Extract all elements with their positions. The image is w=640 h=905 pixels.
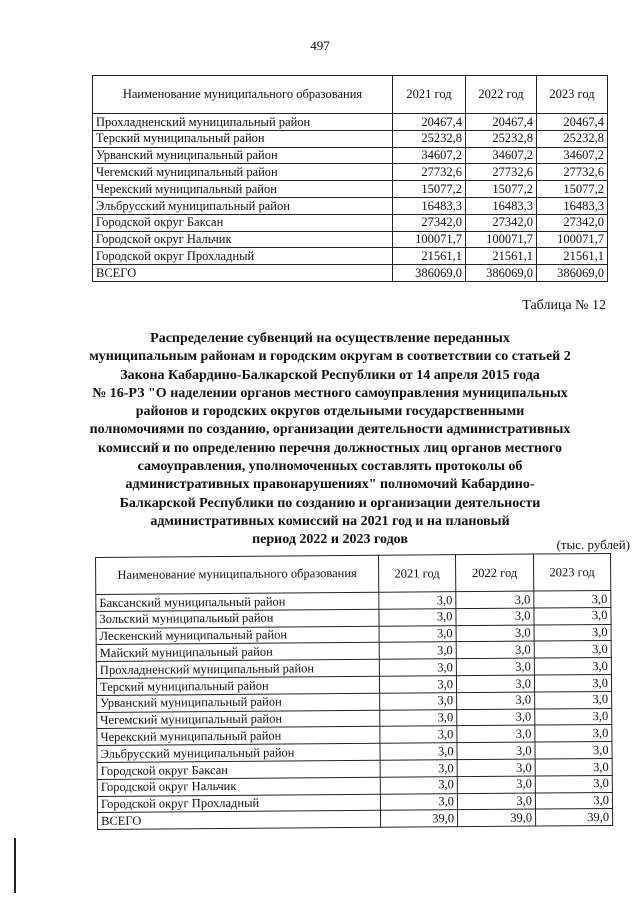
table-row bbox=[93, 147, 608, 164]
heading-line: полномочиями по созданию, организации деятельности административных bbox=[89, 422, 571, 438]
amount-cell-2023: 100071,7 bbox=[537, 231, 608, 248]
municipality-name-cell: Майский муниципальный район bbox=[96, 643, 379, 662]
amount-cell-2023: 3,0 bbox=[534, 624, 611, 641]
amount-cell-2021: 3,0 bbox=[380, 692, 457, 709]
municipality-name-cell: Терский муниципальный район bbox=[96, 676, 379, 695]
amount-cell-2023: 3,0 bbox=[534, 674, 611, 691]
table-body bbox=[96, 590, 613, 829]
municipality-name-cell: Городской округ Баксан bbox=[93, 214, 393, 231]
amount-cell-2023: 21561,1 bbox=[537, 248, 608, 265]
amount-cell-2022: 3,0 bbox=[456, 608, 534, 625]
municipality-name-cell: Прохладненский муниципальный район bbox=[96, 659, 379, 678]
amount-cell-2022: 3,0 bbox=[457, 742, 535, 759]
subvention-table bbox=[95, 553, 613, 830]
table-header-row bbox=[93, 76, 608, 114]
amount-cell-2021: 3,0 bbox=[380, 776, 457, 793]
amount-cell-2021: 3,0 bbox=[379, 608, 456, 625]
units-note: (тыс. рублей) bbox=[556, 537, 630, 552]
column-header-municipality: Наименование муниципального образования bbox=[93, 76, 393, 114]
amount-cell-2021: 3,0 bbox=[380, 709, 457, 726]
amount-cell-2021: 3,0 bbox=[380, 743, 457, 760]
heading-line: административных правонарушениях" полномочий Кабардино- bbox=[125, 477, 535, 493]
municipality-name-cell: Прохладненский муниципальный район bbox=[93, 114, 393, 131]
amount-cell-2022: 34607,2 bbox=[466, 147, 537, 164]
heading-line: комиссий и по определению перечня должностных лиц органов местного bbox=[97, 440, 562, 456]
amount-cell-2021: 3,0 bbox=[379, 659, 456, 676]
amount-cell-2022: 3,0 bbox=[457, 776, 535, 793]
table-row bbox=[93, 197, 608, 214]
amount-cell-2022: 25232,8 bbox=[466, 130, 537, 147]
municipality-name-cell: Городской округ Прохладный bbox=[97, 794, 380, 813]
amount-cell-2022: 27342,0 bbox=[466, 214, 537, 231]
amount-cell-2022: 27732,6 bbox=[466, 164, 537, 181]
amount-cell-2023: 3,0 bbox=[534, 607, 611, 624]
amount-cell-2023: 3,0 bbox=[534, 658, 611, 675]
table-row bbox=[93, 214, 608, 231]
amount-cell-2022: 3,0 bbox=[457, 692, 535, 709]
amount-cell-2023: 15077,2 bbox=[537, 181, 608, 198]
amount-cell-2022: 3,0 bbox=[457, 725, 535, 742]
amount-cell-2021: 15077,2 bbox=[393, 181, 466, 198]
amount-cell-2021: 3,0 bbox=[380, 726, 457, 743]
amount-cell-2021: 3,0 bbox=[380, 760, 457, 777]
total-row bbox=[93, 265, 608, 282]
table-number-label: Таблица № 12 bbox=[522, 298, 606, 313]
total-row bbox=[98, 809, 613, 830]
municipality-name-cell: ВСЕГО bbox=[93, 265, 393, 282]
column-header-2022: 2022 год bbox=[455, 554, 533, 592]
municipality-name-cell: ВСЕГО bbox=[98, 811, 381, 830]
heading-line: Распределение субвенций на осуществление переданных bbox=[150, 331, 510, 346]
amount-cell-2021: 39,0 bbox=[381, 810, 458, 827]
amount-cell-2022: 3,0 bbox=[457, 793, 535, 810]
amount-cell-2021: 3,0 bbox=[379, 592, 456, 609]
heading-line: административных комиссий на 2021 год и на плановый bbox=[150, 513, 510, 529]
heading-line: № 16-РЗ "О наделении органов местного самоуправления муниципальных bbox=[92, 385, 568, 401]
margin-line-mark bbox=[14, 838, 16, 893]
amount-cell-2022: 3,0 bbox=[456, 641, 534, 658]
amount-cell-2023: 386069,0 bbox=[537, 265, 608, 282]
municipality-name-cell: Урванский муниципальный район bbox=[97, 693, 380, 712]
amount-cell-2023: 27732,6 bbox=[537, 164, 608, 181]
amount-cell-2023: 3,0 bbox=[535, 691, 612, 708]
amount-cell-2021: 3,0 bbox=[379, 676, 456, 693]
amount-cell-2021: 25232,8 bbox=[393, 130, 466, 147]
column-header-municipality: Наименование муниципального образования bbox=[96, 555, 379, 594]
amount-cell-2023: 39,0 bbox=[535, 809, 612, 826]
municipality-name-cell: Городской округ Нальчик bbox=[93, 231, 393, 248]
column-header-2021: 2021 год bbox=[393, 76, 466, 114]
table-body bbox=[93, 114, 608, 282]
amount-cell-2023: 34607,2 bbox=[537, 147, 608, 164]
amount-cell-2021: 27732,6 bbox=[393, 164, 466, 181]
page-number: 497 bbox=[310, 38, 330, 53]
municipality-name-cell: Городской округ Нальчик bbox=[97, 777, 380, 796]
table-row bbox=[93, 130, 608, 147]
table-row bbox=[93, 181, 608, 198]
amount-cell-2023: 3,0 bbox=[534, 641, 611, 658]
amount-cell-2022: 3,0 bbox=[456, 658, 534, 675]
table-row bbox=[93, 248, 608, 265]
table-header-row bbox=[96, 553, 611, 594]
table-row bbox=[93, 114, 608, 131]
table-row bbox=[93, 231, 608, 248]
amount-cell-2022: 3,0 bbox=[456, 625, 534, 642]
amount-cell-2021: 3,0 bbox=[380, 793, 457, 810]
amount-cell-2023: 3,0 bbox=[535, 758, 612, 775]
amount-cell-2021: 20467,4 bbox=[393, 114, 466, 131]
amount-cell-2022: 39,0 bbox=[457, 809, 535, 826]
amount-cell-2021: 34607,2 bbox=[393, 147, 466, 164]
municipality-name-cell: Эльбрусский муниципальный район bbox=[93, 197, 393, 214]
column-header-2022: 2022 год bbox=[466, 76, 537, 114]
amount-cell-2022: 100071,7 bbox=[466, 231, 537, 248]
municipality-name-cell: Баксанский муниципальный район bbox=[96, 592, 379, 611]
column-header-2021: 2021 год bbox=[378, 555, 455, 593]
heading-line: муниципальным районам и городским округам в соответствии со статьей 2 bbox=[89, 349, 571, 365]
municipality-name-cell: Чегемский муниципальный район bbox=[97, 710, 380, 729]
amount-cell-2022: 15077,2 bbox=[466, 181, 537, 198]
municipality-name-cell: Терский муниципальный район bbox=[93, 130, 393, 147]
column-header-2023: 2023 год bbox=[533, 553, 610, 591]
amount-cell-2022: 386069,0 bbox=[466, 265, 537, 282]
amount-cell-2023: 20467,4 bbox=[537, 114, 608, 131]
amount-cell-2021: 21561,1 bbox=[393, 248, 466, 265]
amount-cell-2023: 25232,8 bbox=[537, 130, 608, 147]
amount-cell-2021: 3,0 bbox=[379, 625, 456, 642]
amount-cell-2022: 3,0 bbox=[457, 759, 535, 776]
amount-cell-2023: 3,0 bbox=[535, 708, 612, 725]
amount-cell-2023: 3,0 bbox=[535, 725, 612, 742]
amount-cell-2022: 3,0 bbox=[456, 591, 534, 608]
amount-cell-2023: 27342,0 bbox=[537, 214, 608, 231]
municipality-name-cell: Черекский муниципальный район bbox=[97, 727, 380, 746]
heading-line: Закона Кабардино-Балкарской Республики от 14 апреля 2015 года bbox=[120, 367, 540, 383]
amount-cell-2022: 16483,3 bbox=[466, 197, 537, 214]
amount-cell-2023: 16483,3 bbox=[537, 197, 608, 214]
section-heading bbox=[80, 330, 580, 550]
amount-cell-2022: 3,0 bbox=[457, 709, 535, 726]
amount-cell-2021: 16483,3 bbox=[393, 197, 466, 214]
amount-cell-2021: 3,0 bbox=[379, 642, 456, 659]
amount-cell-2021: 386069,0 bbox=[393, 265, 466, 282]
amount-cell-2021: 27342,0 bbox=[393, 214, 466, 231]
heading-line: самоуправления, уполномоченных составлять протоколы об bbox=[137, 459, 523, 475]
table-row bbox=[93, 164, 608, 181]
amount-cell-2022: 21561,1 bbox=[466, 248, 537, 265]
amount-cell-2023: 3,0 bbox=[535, 792, 612, 809]
allocation-table-top bbox=[92, 75, 608, 282]
municipality-name-cell: Чегемский муниципальный район bbox=[93, 164, 393, 181]
amount-cell-2021: 100071,7 bbox=[393, 231, 466, 248]
municipality-name-cell: Зольский муниципальный район bbox=[96, 609, 379, 628]
municipality-name-cell: Лескенский муниципальный район bbox=[96, 626, 379, 645]
municipality-name-cell: Урванский муниципальный район bbox=[93, 147, 393, 164]
municipality-name-cell: Черекский муниципальный район bbox=[93, 181, 393, 198]
amount-cell-2023: 3,0 bbox=[535, 775, 612, 792]
municipality-name-cell: Городской округ Баксан bbox=[97, 760, 380, 779]
municipality-name-cell: Эльбрусский муниципальный район bbox=[97, 743, 380, 762]
amount-cell-2023: 3,0 bbox=[535, 742, 612, 759]
heading-line: районов и городских округов отдельными государственными bbox=[135, 404, 525, 420]
heading-line: период 2022 и 2023 годов bbox=[252, 532, 408, 548]
amount-cell-2023: 3,0 bbox=[534, 590, 611, 607]
heading-line: Балкарской Республики по созданию и организации деятельности bbox=[119, 495, 541, 511]
amount-cell-2022: 3,0 bbox=[456, 675, 534, 692]
column-header-2023: 2023 год bbox=[537, 76, 608, 114]
amount-cell-2022: 20467,4 bbox=[466, 114, 537, 131]
municipality-name-cell: Городской округ Прохладный bbox=[93, 248, 393, 265]
